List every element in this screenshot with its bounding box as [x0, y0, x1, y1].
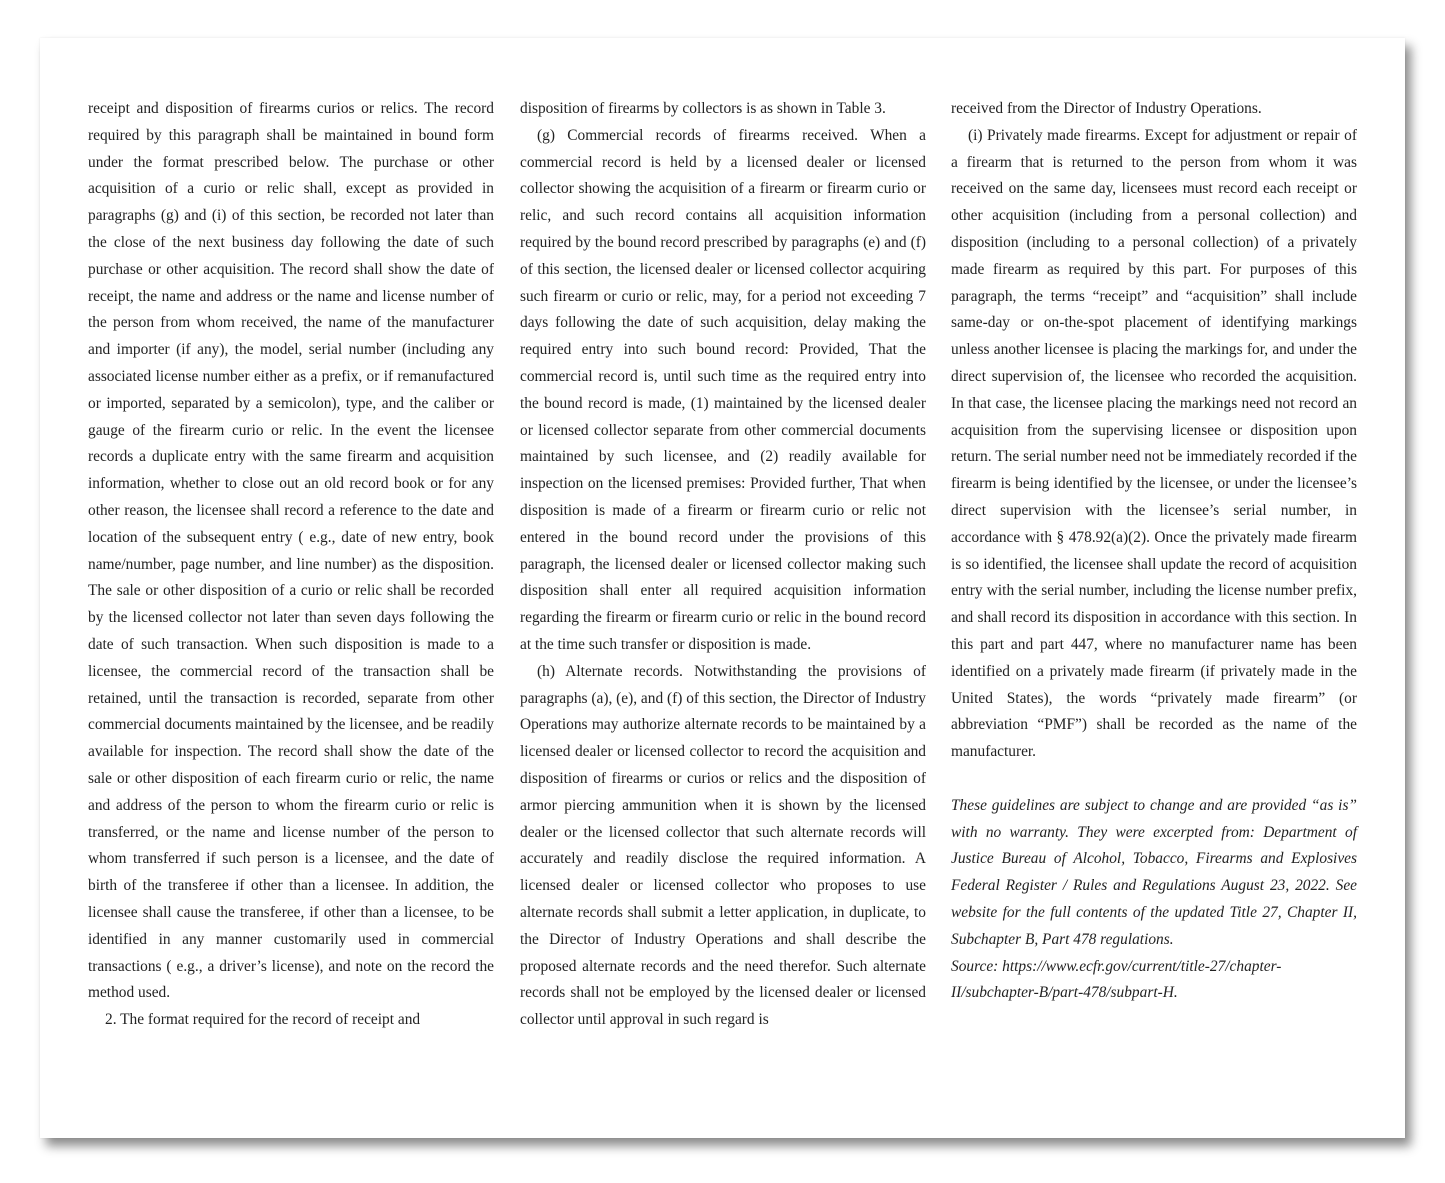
- text-column-1: [88, 96, 494, 1034]
- document-page: [40, 38, 1405, 1138]
- paragraph-curio-relic-record: receipt and disposition of firearms curios or relics. The record required by this paragraph shall be maintained in bound form under the format prescribed below. The purchase or other acquisition of a curio or relic shall, except as provided in paragraphs (g) and (i) of this section, be recorded not later than the close of the next business day following the date of such purchase or other acquisition. The record shall show the date of receipt, the name and address or the name and license number of the person from whom received, the name of the manufacturer and importer (if any), the model, serial number (including any associated license number either as a prefix, or if remanufactured or imported, separated by a semicolon), type, and the caliber or gauge of the firearm curio or relic. In the event the licensee records a duplicate entry with the same firearm and acquisition information, whether to close out an old record book or for any other reason, the licensee shall record a reference to the date and location of the subsequent entry ( e.g., date of new entry, book name/number, page number, and line number) as the disposition. The sale or other disposition of a curio or relic shall be recorded by the licensed collector not later than seven days following the date of such transaction. When such disposition is made to a licensee, the commercial record of the transaction shall be retained, until the transaction is recorded, separate from other commercial documents maintained by the licensee, and be readily available for inspection. The record shall show the date of the sale or other disposition of each firearm curio or relic, the name and address of the person to whom the firearm curio or relic is transferred, or the name and license number of the person to whom transferred if such person is a licensee, and the date of birth of the transferee if other than a licensee. In addition, the licensee shall cause the transferee, if other than a licensee, to be identified in any manner customarily used in commercial transactions ( e.g., a driver’s license), and note on the record the method used.: [88, 100, 494, 1002]
- source-citation: Source: https://www.ecfr.gov/current/title-27/chapter-II/subchapter-B/part-478/subpart-H.: [951, 957, 1282, 1002]
- paragraph-alternate-records: (h) Alternate records. Notwithstanding the provisions of paragraphs (a), (e), and (f) of this section, the Director of Industry Operations may authorize alternate records to be maintained by a licensed dealer or licensed collector to record the acquisition and disposition of firearms or curios or relics and the disposition of armor piercing ammunition when it is shown by the licensed dealer or the licensed collector that such alternate records will accurately and readily disclose the required information. A licensed dealer or licensed collector who proposes to use alternate records shall submit a letter application, in duplicate, to the Director of Industry Operations and shall describe the proposed alternate records and the need therefor. Such alternate records shall not be employed by the licensed dealer or licensed collector until approval in such regard is: [520, 662, 926, 1029]
- paragraph-table-3-reference: disposition of firearms by collectors is as shown in Table 3.: [520, 100, 886, 117]
- text-column-2: [520, 96, 926, 1034]
- paragraph-commercial-records: (g) Commercial records of firearms received. When a commercial record is held by a licensed dealer or licensed collector showing the acquisition of a firearm or firearm curio or relic, and such record contains all acquisition information required by the bound record prescribed by paragraphs (e) and (f) of this section, the licensed dealer or licensed collector acquiring such firearm or curio or relic, may, for a period not exceeding 7 days following the date of such acquisition, delay making the required entry into such bound record: Provided, That the commercial record is, until such time as the required entry into the bound record is made, (1) maintained by the licensed dealer or licensed collector separate from other commercial documents maintained by such licensee, and (2) readily available for inspection on the licensed premises: Provided further, That when disposition is made of a firearm or firearm curio or relic not entered in the bound record under the provisions of this paragraph, the licensed dealer or licensed collector making such disposition shall enter all required acquisition information regarding the firearm or firearm curio or relic in the bound record at the time such transfer or disposition is made.: [520, 126, 926, 653]
- text-column-3: [951, 96, 1357, 1007]
- paragraph-director-received: received from the Director of Industry Operations.: [951, 100, 1262, 117]
- paragraph-format-required: 2. The format required for the record of receipt and: [105, 1011, 421, 1029]
- paragraph-privately-made-firearms: (i) Privately made firearms. Except for adjustment or repair of a firearm that is returned to the person from whom it was received on the same day, licensees must record each receipt or other acquisition (including from a personal collection) and disposition (including to a personal collection) of a privately made firearm as required by this part. For purposes of this paragraph, the terms “receipt” and “acquisition” shall include same-day or on-the-spot placement of identifying markings unless another licensee is placing the markings for, and under the direct supervision of, the licensee who recorded the acquisition. In that case, the licensee placing the markings need not record an acquisition from the supervising licensee or disposition upon return. The serial number need not be immediately recorded if the firearm is being identified by the licensee, or under the licensee’s direct supervision with the licensee’s serial number, in accordance with § 478.92(a)(2). Once the privately made firearm is so identified, the licensee shall update the record of acquisition entry with the serial number, including the license number prefix, and shall record its disposition in accordance with this section. In this part and part 447, where no manufacturer name has been identified on a privately made firearm (if privately made in the United States), the words “privately made firearm” (or abbreviation “PMF”) shall be recorded as the name of the manufacturer.: [951, 126, 1357, 761]
- disclaimer-note: These guidelines are subject to change and are provided “as is” with no warranty. They were excerpted from: Department of Justice Bureau of Alcohol, Tobacco, Firearms and Explosives Federal Register / Rules and Regulations August 23, 2022. See website for the full contents of the updated Title 27, Chapter II, Subchapter B, Part 478 regulations.: [951, 796, 1357, 948]
